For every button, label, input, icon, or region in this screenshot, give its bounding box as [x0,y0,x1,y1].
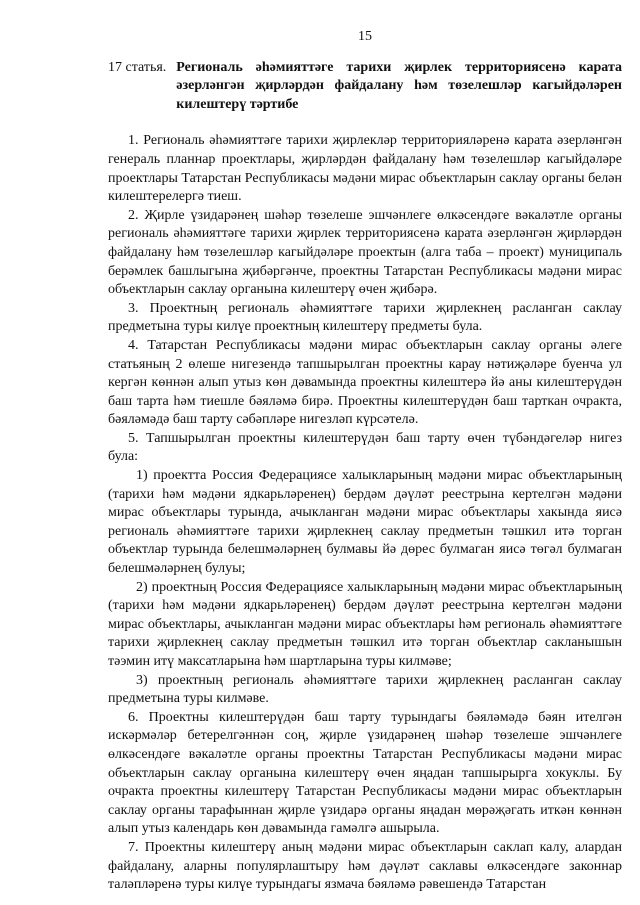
article-title: Региональ әһәмияттәге тарихи җирлек территориясенә карата әзерләнгән җирләрдән файдалану һәм төзелешләр кагыйдәләрен килештерү тәртибе [176,59,622,112]
paragraph-7: 7. Проектны килештерү аның мәдәни мирас объектларын саклап калу, алардан файдалану, аларны популярлаштыру һәм дәүләт саклавы өлкәсендәге законнар таләпләренә туры килүе турындагы язмача бәяләмә рәвешендә Татарстан [108,839,622,893]
subitem-2: 2) проектның Россия Федерациясе халыкларының мәдәни мирас объектларының (тарихи һәм мәдәни ядкарьләренең) бердәм дәүләт реестрына кертелгән мәдәни мирас объектлары, ачыкланган мәдәни мирас объектлары һәм региональ әһәмияттәге тарихи җирлекнең саклау предметын тәшкил итә торган объектлар сакланышын тәэмин итү максатларына һәм шартларына туры килмәве; [108,579,622,669]
subitem-1: 1) проектта Россия Федерациясе халыкларының мәдәни мирас объектларының (тарихи һәм мәдәни ядкарьләренең) бердәм дәүләт реестрына кертелгән мәдәни мирас объектлары турында, ачыкланган мәдәни мирас объектлары хакында яисә региональ әһәмияттәге тарихи җирлекнең саклау предметын тәшкил итә торган объектлар турында белешмәләрнең булмавы йә дөрес булмаган яисә төгәл булмаган белешмәләрнең булуы; [108,468,622,577]
paragraph-6: 6. Проектны килештерүдән баш тарту турындагы бәяләмәдә бәян ителгән искәрмәләр бетерелгәннән соң, җирле үзидарәнең шәһәр төзелеше эшчәнлеге өлкәсендәге вәкаләтле органы проектны Татарстан Республикасы мәдәни мирас объектларын саклау органына килештерү өчен яңадан тапшырырга хокуклы. Бу очракта проектны килештерү Татарстан Республикасы мәдәни мирас объектларын саклау органы тарафыннан җирле үзидарә органы яңадан мөрәҗәгать иткән көннән алып утыз календарь көн дәвамында гамәлгә ашырыла. [108,709,622,837]
paragraph-2: 2. Җирле үзидарәнең шәһәр төзелеше эшчәнлеге өлкәсендәге вәкаләтле органы региональ әһәмияттәге тарихи җирлек территориясенә карата әзерләнгән җирләрдән файдалану һәм төзелешләр кагыйдәләре проектын (алга таба – проект) муниципаль берәмлек башлыгына җибәргәнче, проектны Татарстан Республикасы мәдәни мирас объектларын саклау органына килештерү өчен җибәрә. [108,207,622,298]
paragraph-4: 4. Татарстан Республикасы мәдәни мирас объектларын саклау органы әлеге статьяның 2 өлеше нигезендә тапшырылган проектны карау нәтиҗәләре буенча ул кергән көннән алып утыз көн дәвамында проектны килештерә йә аны килештерүдән баш тарта һәм тиешле бәяләмә бирә. Проектны килештерүдән баш тарткан очракта, бәяләмәдә баш тарту сәбәпләре нигезләп күрсәтелә. [108,337,622,428]
article-heading [108,59,622,115]
paragraph-1: 1. Региональ әһәмияттәге тарихи җирлекләр территорияләренә карата әзерләнгән генераль планнар проектлары, җирләрдән файдалану һәм төзелешләр кагыйдәләре проектлары Татарстан Республикасы мәдәни мирас объектларын саклау органы белән килештерелергә тиеш. [108,133,622,205]
subitem-3: 3) проектның региональ әһәмияттәге тарихи җирлекнең расланган саклау предметына туры килмәве. [108,672,622,707]
page-number: 15 [358,29,372,44]
paragraph-5: 5. Тапшырылган проектны килештерүдән баш тарту өчен түбәндәгеләр нигез була: [108,430,622,465]
article-label: 17 статья. [108,59,167,75]
paragraph-3: 3. Проектның региональ әһәмияттәге тарихи җирлекнең расланган саклау предметына туры килүе проектның килештерү предметы була. [108,300,622,335]
